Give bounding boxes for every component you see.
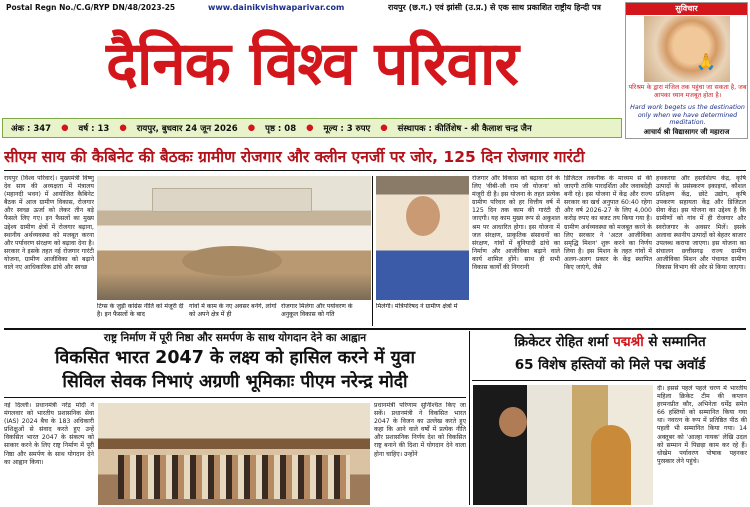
lead-column-5 [656, 175, 746, 325]
lead-col1-text: रायपुर (विश्व परिवार)। मुख्यमंत्री विष्णु देव साय की अध्यक्षता में मंत्रालय (महानदी भवन) में आयोजित कैबिनेट बैठक में आज ग्रामीण विकास, रोजगार और स्वच्छ ऊर्जा को लेकर तीन बड़े फैसले लिए गए। इन फैसलों का मुख्य उद्देश्य ग्रामीण क्षेत्रों में रोजगार बढ़ाना, स्थानीय अर्थव्यवस्था को मजबूत करना और पर्यावरण संरक्षण को बढ़ावा देना है। सरकार ने इसके तहत नई रोजगार गारंटी योजना, ग्रामीण आजीविका को बढ़ाने वाले नए आधिकारिक ढांचे और स्वच्छ [4, 175, 94, 272]
issue-pages: पृष्ठ : 08 [265, 123, 297, 134]
cm-photo [376, 176, 469, 300]
lead-column-4 [564, 175, 652, 325]
headline-highlight: पद्मश्री [613, 334, 644, 350]
ias-group-photo [98, 403, 370, 505]
second-column-1 [4, 402, 94, 505]
issue-info-bar [2, 118, 622, 138]
hands-folded-icon: 🙏 [696, 52, 716, 71]
second-column-3 [374, 402, 466, 505]
bullet-icon: ● [380, 123, 388, 133]
issue-varsh: वर्ष : 13 [78, 123, 110, 134]
issue-price: मूल्य : 3 रुपए [323, 123, 371, 134]
third-headline-text: क्रिकेटर रोहित शर्मा पद्मश्री से सम्मानित [514, 334, 706, 350]
third-column [657, 385, 747, 505]
lead-col4-text: डिजिटल तकनीक के माध्यम से की जाएगी ताकि पारदर्शिता और जवाबदेही बनी रहे। इस योजना में केंद्र और राज्य सरकार का खर्च अनुपात 60:40 रहेगा और वर्ष 2026-27 के लिए 4,000 करोड़ रुपए का बजट तय किया गया है। ग्रामीण अर्थव्यवस्था को मजबूत करने के लिए सरकार ने 'अटल आजीविका समृद्धि मिशन' शुरू करने का निर्णय लिया है। इस मिशन के तहत गांवों में अलग-अलग प्रकार के केंद्र स्थापित किए जाएंगे, जैसे [564, 175, 652, 272]
photo-caption-mid: गांवों में काम के नए अवसर बनेंगे, लोगों को अपने क्षेत्र में ही [189, 303, 277, 318]
third-headline-line1 [472, 332, 748, 352]
headline-rule [4, 170, 746, 171]
second-headline-line1: विकसित भारत 2047 के लक्ष्य को हासिल करने में युवा [54, 348, 415, 368]
suvichar-heading: सुविचार [626, 3, 747, 15]
lead-headline: सीएम साय की कैबिनेट की बैठकः ग्रामीण रोजगार और क्लीन एनर्जी पर जोर, 125 दिन रोजगार गारंटी [4, 148, 585, 166]
bullet-icon: ● [247, 123, 256, 133]
tagline: रायपुर (छ.ग.) एवं झांसी (उ.प्र.) से एक साथ प्रकाशित राष्ट्रीय हिन्दी पत्र [388, 3, 601, 12]
bullet-icon: ● [119, 123, 127, 133]
second-kicker: राष्ट्र निर्माण में पूरी निष्ठा और समर्पण के साथ योगदान देने का आह्वान [103, 332, 367, 344]
photo-caption-right: रोजगार मिलेगा और पर्यावरण के अनुकूल विकास को गति [281, 303, 353, 318]
issue-place-date: रायपुर, बुधवार 24 जून 2026 [136, 123, 238, 134]
lead-col5-text: हथकरघा और हस्तशिल्प केंद्र, कृषि उत्पादों के प्रसंस्करण इकाइयां, कौशल प्रशिक्षण केंद्र, छोटे उद्योग, कृषि उपकरण सहायता केंद्र और डिजिटल सेवा केंद्र। इस योजना का उद्देश्य है कि ग्रामीणों को गांव में ही रोजगार और स्वरोजगार के अवसर मिलें। इसके अलावा स्थानीय उत्पादों को बेहतर बाजार उपलब्ध कराया जाएगा। इस योजना का संचालन छत्तीसगढ़ राज्य ग्रामीण आजीविका मिशन और पंचायत ग्रामीण विकास विभाग की ओर से किया जाएगा। [656, 175, 746, 272]
acharya-portrait [644, 16, 730, 82]
postal-reg-no: Postal Regn No./C.G/RYP DN/48/2023-25 [6, 3, 176, 12]
newspaper-title: दैनिक विश्व परिवार [106, 29, 518, 99]
section-rule [4, 328, 746, 330]
third-headline-line2: 65 विशेष हस्तियों को मिले पद्म अवॉर्ड [514, 357, 706, 373]
website-link[interactable]: www.dainikvishwaparivar.com [208, 3, 345, 12]
suvichar-box [625, 2, 748, 139]
photo-caption-left: टिंग्स के जुड़ी कांग्रेस नीति को मंजूरी दी है। इन फैसलों के बाद [97, 303, 184, 318]
photo-caption-cm: मिलेगी। मंत्रिपरिषद ने ग्रामीण क्षेत्रों में [376, 303, 458, 310]
padma-award-photo [473, 385, 653, 505]
suvichar-english: Hard work begets us the destination only when we have determined meditation. [630, 104, 745, 126]
issue-ank: अंक : 347 [11, 123, 52, 134]
bullet-icon: ● [61, 123, 69, 133]
second-col1-text: नई दिल्ली। प्रधानमंत्री नरेंद्र मोदी ने मंगलवार को भारतीय प्रशासनिक सेवा (IAS) 2024 बैच के 183 अधिकारी प्रशिक्षुओं से संवाद करते हुए उन्हें विकसित भारत 2047 के संकल्प को साकार करने के लिए राष्ट्र निर्माण में पूरी निष्ठा और समर्पण के साथ योगदान देने का आह्वान किया। [4, 402, 94, 466]
second-col3-text: प्रधानमंत्री परिणाम सुनिश्चित किए जा सकें। प्रधानमंत्री ने विकसित भारत 2047 के विजन का उल्लेख करते हुए कहा कि आने वाले वर्षों में प्रत्येक नीति और प्रशासनिक निर्णय देश को विकसित राष्ट्र बनाने की दिशा में योगदान देने वाला होना चाहिए। उन्होंने [374, 402, 466, 458]
lead-column-3 [472, 175, 560, 325]
suvichar-author: आचार्य श्री विद्यासागर जी महाराज [643, 128, 730, 136]
suvichar-hindi: परिश्रम के द्वारा मंजिल तक पहुंचा जा सकता है, जब आपका ध्यान मजबूत होता है। [628, 84, 747, 99]
third-col-text: दी। इससे पहले पहले चरण में भारतीय महिला क्रिकेट टीम की कप्तान हरमनप्रीत कौर, अभिनेता धर्मेंद्र समेत 66 हस्तियों को सम्मानित किया गया था। नवरत्न के रूप में प्रतिष्ठित पीठ की पहली भी सम्मानित किया गया। 14 अक्तूबर को 'आल्हा नायक' लेखि उदल को सम्मान में पिछड़ा काम कर रहे हैं। धोखेम पर्यावरण पोषाक पहनकर पुरस्कार लेने पहुंचे। [657, 385, 747, 465]
bullet-icon: ● [306, 123, 314, 133]
cabinet-meeting-photo [97, 176, 371, 300]
lead-column-1 [4, 175, 94, 325]
issue-founder: संस्थापक : कीर्तिशेष - श्री कैलाश चन्द्र जैन [397, 123, 532, 134]
lead-col3-text: रोजगार और विकास को बढ़ावा देने के लिए 'वीबी-जी राम जी योजना' को मंजूरी दी है। इस योजना के तहत प्रत्येक ग्रामीण परिवार को हर वित्तीय वर्ष में 125 दिन तक काम की गारंटी दी जाएगी। यह काम मुख्य रूप से अकुशल श्रम पर आधारित होगा। इस योजना में जल संरक्षण, प्राकृतिक संसाधनों का संरक्षण, गांवों में बुनियादी ढांचे का निर्माण और आजीविका बढ़ाने वाले कार्य शामिल होंगे। साथ ही सभी विकास कार्यों की निगरानी [472, 175, 560, 272]
second-headline-line2: सिविल सेवक निभाएं अग्रणी भूमिकाः पीएम नरेन्द्र मोदी [62, 372, 408, 392]
